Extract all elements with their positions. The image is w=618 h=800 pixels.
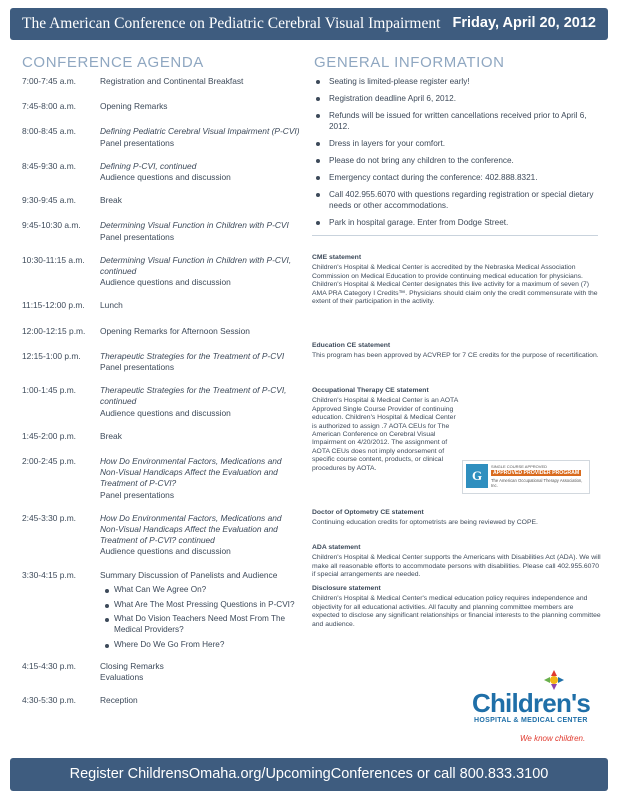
- agenda-row: [22, 300, 302, 311]
- agenda-time: 9:45-10:30 a.m.: [22, 220, 81, 231]
- general-info-item: Call 402.955.6070 with questions regarding registration or special dietary needs or other accommodations.: [314, 189, 604, 211]
- agenda-row: [22, 161, 302, 183]
- agenda-time: 3:30-4:15 p.m.: [22, 569, 77, 580]
- general-info-item: Dress in layers for your comfort.: [314, 138, 604, 149]
- agenda-detail: Break: [100, 430, 122, 441]
- agenda-time: 2:00-2:45 p.m.: [22, 456, 77, 467]
- agenda-time: 12:00-12:15 p.m.: [22, 325, 86, 336]
- agenda-time: 1:00-1:45 p.m.: [22, 385, 77, 396]
- agenda-detail: Panel presentations: [100, 362, 175, 373]
- agenda-session-title: Determining Visual Function in Children with P-CVI, continued: [100, 254, 292, 277]
- logo-tagline: We know children.: [520, 734, 586, 743]
- agenda-row: [22, 513, 302, 558]
- education-ce-statement: [312, 342, 602, 361]
- agenda-time: 1:45-2:00 p.m.: [22, 430, 77, 441]
- statement-body: Children's Hospital & Medical Center supports the Americans with Disabilities Act (ADA). We will make all reasonable efforts to accommodate persons with disabilities. Please call 402.955.6070 if special arrangements are needed.: [312, 554, 601, 579]
- summary-question: What Can We Agree On?: [114, 585, 302, 596]
- general-info-item: Emergency contact during the conference: 402.888.8321.: [314, 172, 604, 183]
- agenda-detail: Audience questions and discussion: [100, 546, 231, 557]
- agenda-session-title: Defining Pediatric Cerebral Visual Impairment (P-CVI): [100, 126, 300, 137]
- optometry-ce-statement: [312, 509, 602, 528]
- agenda-session-title: Defining P-CVI, continued: [100, 160, 197, 171]
- section-divider: [312, 235, 598, 236]
- agenda-detail: Opening Remarks for Afternoon Session: [100, 325, 250, 336]
- agenda-time: 8:45-9:30 a.m.: [22, 160, 77, 171]
- agenda-session-title: How Do Environmental Factors, Medications and Non-Visual Handicaps Affect the Evaluation and Treatment of P-CVI? continued: [100, 512, 282, 546]
- agenda-row: [22, 195, 302, 206]
- summary-question: What Are The Most Pressing Questions in P-CVI?: [114, 600, 302, 611]
- agenda-time: 7:45-8:00 a.m.: [22, 101, 77, 112]
- agenda-row: [22, 255, 302, 289]
- statement-heading: Disclosure statement: [312, 585, 381, 592]
- agenda-session-title: Therapeutic Strategies for the Treatment of P-CVI, continued: [100, 385, 287, 407]
- agenda-detail: Audience questions and discussion: [100, 172, 231, 183]
- agenda-row: [22, 431, 302, 442]
- general-info-item: Seating is limited-please register early!: [314, 76, 604, 87]
- agenda-row: [22, 385, 302, 419]
- agenda-list: [22, 76, 302, 706]
- general-info-list: [314, 76, 604, 234]
- agenda-detail: Audience questions and discussion: [100, 407, 231, 418]
- agenda-time: 10:30-11:15 a.m.: [22, 254, 85, 265]
- general-info-heading: GENERAL INFORMATION: [314, 54, 505, 71]
- general-info-item: Refunds will be issued for written cancellations received prior to April 6, 2012.: [314, 110, 604, 132]
- statement-heading: Education CE statement: [312, 342, 391, 349]
- agenda-session-title: Therapeutic Strategies for the Treatment of P-CVI: [100, 350, 285, 361]
- agenda-time: 8:00-8:45 a.m.: [22, 126, 77, 137]
- statement-heading: Occupational Therapy CE statement: [312, 387, 429, 394]
- agenda-detail: Panel presentations: [100, 231, 175, 242]
- aota-badge-org: The American Occupational Therapy Association, Inc.: [491, 478, 583, 488]
- agenda-row: [22, 220, 302, 242]
- disclosure-statement: [312, 585, 602, 629]
- agenda-heading: CONFERENCE AGENDA: [22, 54, 204, 71]
- agenda-row: [22, 76, 302, 87]
- statement-heading: CME statement: [312, 254, 362, 261]
- pinwheel-icon: [534, 668, 574, 690]
- agenda-row: [22, 456, 302, 501]
- agenda-session-title: Determining Visual Function in Children with P-CVI: [100, 220, 289, 231]
- occupational-therapy-statement: [312, 387, 460, 473]
- statement-body: Children's Hospital & Medical Center is accredited by the Nebraska Medical Association Commission on Medical Education to provide continuing medical education for physicians. Children's Hospital & Medical Center designates this live activity for a maximum of seven (7) AMA PRA Category I Credits™. Physicians should claim only the credit commensurate with the extent of their participation in the activity.: [312, 264, 598, 306]
- agenda-row: [22, 570, 302, 651]
- agenda-detail: Lunch: [100, 300, 123, 311]
- aota-approved-provider-badge: [462, 460, 590, 494]
- agenda-row: [22, 326, 302, 337]
- agenda-time: 9:30-9:45 a.m.: [22, 195, 77, 206]
- agenda-time: 2:45-3:30 p.m.: [22, 512, 77, 523]
- agenda-detail: Panel presentations: [100, 137, 175, 148]
- agenda-row: [22, 661, 302, 683]
- aota-badge-line: SINGLE COURSE APPROVED: [491, 464, 548, 469]
- statement-body: Continuing education credits for optometrists are being reviewed by COPE.: [312, 519, 538, 527]
- logo-name: Children's: [472, 688, 591, 718]
- statement-body: This program has been approved by ACVREP for 7 CE credits for the purpose of recertification.: [312, 352, 599, 360]
- statement-body: Children's Hospital & Medical Center is an AOTA Approved Single Course Provider of continuing education. Children's Hospital & Medical Center is authorized to assign .7 AOTA CEUs for The American Conference on Cerebral Visual Impairment on 4/20/2012. The assignment of AOTA CEUs does not imply endorsement of specific course content, products, or clinical procedures by AOTA.: [312, 397, 458, 472]
- agenda-detail: Opening Remarks: [100, 101, 168, 112]
- agenda-detail: Summary Discussion of Panelists and Audience: [100, 569, 278, 580]
- general-info-item: Registration deadline April 6, 2012.: [314, 93, 604, 104]
- agenda-row: [22, 695, 302, 706]
- ada-statement: [312, 544, 602, 580]
- general-info-item: Park in hospital garage. Enter from Dodge Street.: [314, 217, 604, 228]
- statement-body: Children's Hospital & Medical Center's medical education policy requires independence and objectivity for all educational activities. All faculty and planning committee members are expected to disclose any significant relationships or financial interests to the planning committee and audience.: [312, 595, 601, 628]
- agenda-row: [22, 126, 302, 148]
- agenda-detail: Reception: [100, 695, 138, 706]
- agenda-detail: Registration and Continental Breakfast: [100, 76, 244, 86]
- statement-heading: ADA statement: [312, 544, 361, 551]
- aota-logo-icon: G: [466, 464, 488, 488]
- agenda-detail: Panel presentations: [100, 489, 175, 500]
- agenda-row: [22, 101, 302, 112]
- agenda-time: 4:30-5:30 p.m.: [22, 695, 77, 706]
- conference-title: The American Conference on Pediatric Cerebral Visual Impairment: [22, 15, 441, 32]
- agenda-time: 4:15-4:30 p.m.: [22, 660, 77, 671]
- agenda-time: 11:15-12:00 p.m.: [22, 300, 85, 311]
- summary-question: What Do Vision Teachers Need Most From The Medical Providers?: [114, 614, 302, 636]
- registration-footer-text: Register ChildrensOmaha.org/UpcomingConferences or call 800.833.3100: [69, 766, 549, 782]
- logo-subtitle: HOSPITAL & MEDICAL CENTER: [474, 717, 588, 724]
- summary-question: Where Do We Go From Here?: [114, 640, 302, 651]
- agenda-row: [22, 351, 302, 373]
- agenda-session-title: How Do Environmental Factors, Medications and Non-Visual Handicaps Affect the Evaluation and Treatment of P-CVI?: [100, 456, 282, 489]
- aota-badge-title: APPROVED PROVIDER PROGRAM: [493, 470, 580, 476]
- childrens-hospital-logo: [470, 668, 605, 748]
- cme-statement: [312, 254, 602, 306]
- summary-question-list: [114, 585, 302, 651]
- general-info-item: Please do not bring any children to the conference.: [314, 155, 604, 166]
- agenda-time: 7:00-7:45 a.m.: [22, 76, 77, 86]
- header-banner: [10, 8, 608, 40]
- agenda-detail: Break: [100, 195, 122, 206]
- agenda-detail: Closing Remarks Evaluations: [100, 660, 164, 683]
- conference-date: Friday, April 20, 2012: [452, 15, 596, 31]
- agenda-time: 12:15-1:00 p.m.: [22, 350, 81, 361]
- footer-banner: [10, 758, 608, 791]
- agenda-detail: Audience questions and discussion: [100, 277, 231, 288]
- statement-heading: Doctor of Optometry CE statement: [312, 509, 424, 516]
